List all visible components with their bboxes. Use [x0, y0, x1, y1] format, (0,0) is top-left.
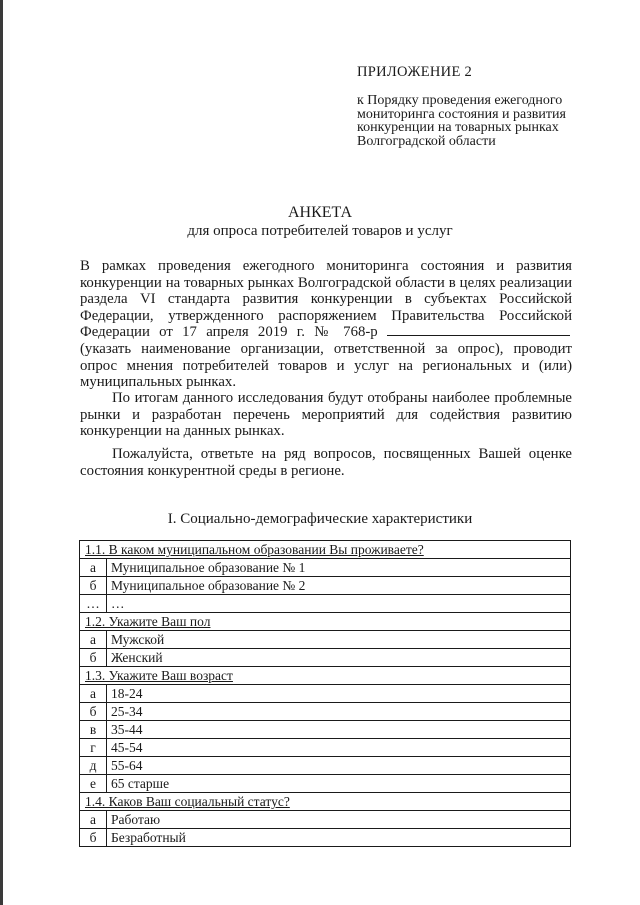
intro-text-after-blank: (указать наименование организации, ответственной за опрос), проводит опрос мнения потребителей товаров и услуг на региональных и (или) муниципальных рынках. [80, 340, 572, 391]
answer-option-text: 25-34 [107, 703, 571, 721]
answer-option-text: Женский [107, 649, 571, 667]
answer-option-letter: … [80, 595, 107, 613]
question-row [80, 613, 571, 631]
answer-option-text: 18-24 [107, 685, 571, 703]
answer-option-text: Безработный [107, 829, 571, 847]
answer-option-letter: б [80, 649, 107, 667]
appendix-block [357, 63, 567, 148]
answer-option-row[interactable] [80, 811, 571, 829]
question-text: 1.3. Укажите Ваш возраст [80, 667, 571, 685]
answer-option-row[interactable] [80, 721, 571, 739]
scan-edge [0, 0, 3, 905]
answer-option-row[interactable] [80, 595, 571, 613]
answer-option-text: 35-44 [107, 721, 571, 739]
intro-paragraph-3: Пожалуйста, ответьте на ряд вопросов, посвященных Вашей оценке состояния конкурентной среды в регионе. [80, 446, 572, 479]
answer-option-text: 55-64 [107, 757, 571, 775]
question-row [80, 667, 571, 685]
intro-text-before-blank: В рамках проведения ежегодного мониторинга состояния и развития конкуренции на товарных рынках Волгоградской области в целях реализации раздела VI стандарта развития конкуренции в субъектах Российской Федерации, утвержденного распоряжением Правительства Российской Федерации от 17 апреля 2019 г. № 768-р [80, 258, 572, 341]
answer-option-row[interactable] [80, 631, 571, 649]
answer-option-letter: б [80, 829, 107, 847]
answer-option-letter: а [80, 559, 107, 577]
answer-option-row[interactable] [80, 649, 571, 667]
question-text: 1.2. Укажите Ваш пол [80, 613, 571, 631]
section-title: I. Социально-демографические характеристики [167, 511, 473, 527]
answer-option-letter: е [80, 775, 107, 793]
appendix-subtitle: к Порядку проведения ежегодного мониторинга состояния и развития конкуренции на товарных рынках Волгоградской области [357, 93, 566, 149]
answer-option-row[interactable] [80, 559, 571, 577]
question-text: 1.4. Каков Ваш социальный статус? [80, 793, 571, 811]
answer-option-text: Муниципальное образование № 2 [107, 577, 571, 595]
answer-option-row[interactable] [80, 775, 571, 793]
question-text: 1.1. В каком муниципальном образовании Вы проживаете? [80, 541, 571, 559]
answer-option-letter: г [80, 739, 107, 757]
answer-option-text: Работаю [107, 811, 571, 829]
answer-option-row[interactable] [80, 577, 571, 595]
question-row [80, 793, 571, 811]
answer-option-letter: б [80, 703, 107, 721]
answer-option-letter: д [80, 757, 107, 775]
answer-option-text: 65 старше [107, 775, 571, 793]
answer-option-letter: а [80, 811, 107, 829]
answer-option-letter: а [80, 631, 107, 649]
answer-option-letter: в [80, 721, 107, 739]
answer-option-letter: б [80, 577, 107, 595]
answer-option-row[interactable] [80, 703, 571, 721]
answer-option-row[interactable] [80, 685, 571, 703]
intro-paragraph-1 [80, 258, 572, 391]
question-row [80, 541, 571, 559]
questionnaire-table-body [80, 541, 571, 847]
questionnaire-title: АНКЕТА [287, 204, 353, 221]
questionnaire-table [79, 540, 571, 847]
organization-blank-line [387, 324, 570, 336]
intro-paragraph-2: По итогам данного исследования будут отобраны наиболее проблемные рынки и разработан перечень мероприятий для содействия развитию конкуренции на данных рынках. [80, 390, 572, 440]
appendix-title: ПРИЛОЖЕНИЕ 2 [357, 64, 473, 80]
answer-option-row[interactable] [80, 829, 571, 847]
answer-option-text: 45-54 [107, 739, 571, 757]
answer-option-row[interactable] [80, 739, 571, 757]
questionnaire-subtitle: для опроса потребителей товаров и услуг [187, 223, 453, 239]
answer-option-text: … [107, 595, 571, 613]
answer-option-text: Мужской [107, 631, 571, 649]
answer-option-text: Муниципальное образование № 1 [107, 559, 571, 577]
answer-option-row[interactable] [80, 757, 571, 775]
answer-option-letter: а [80, 685, 107, 703]
